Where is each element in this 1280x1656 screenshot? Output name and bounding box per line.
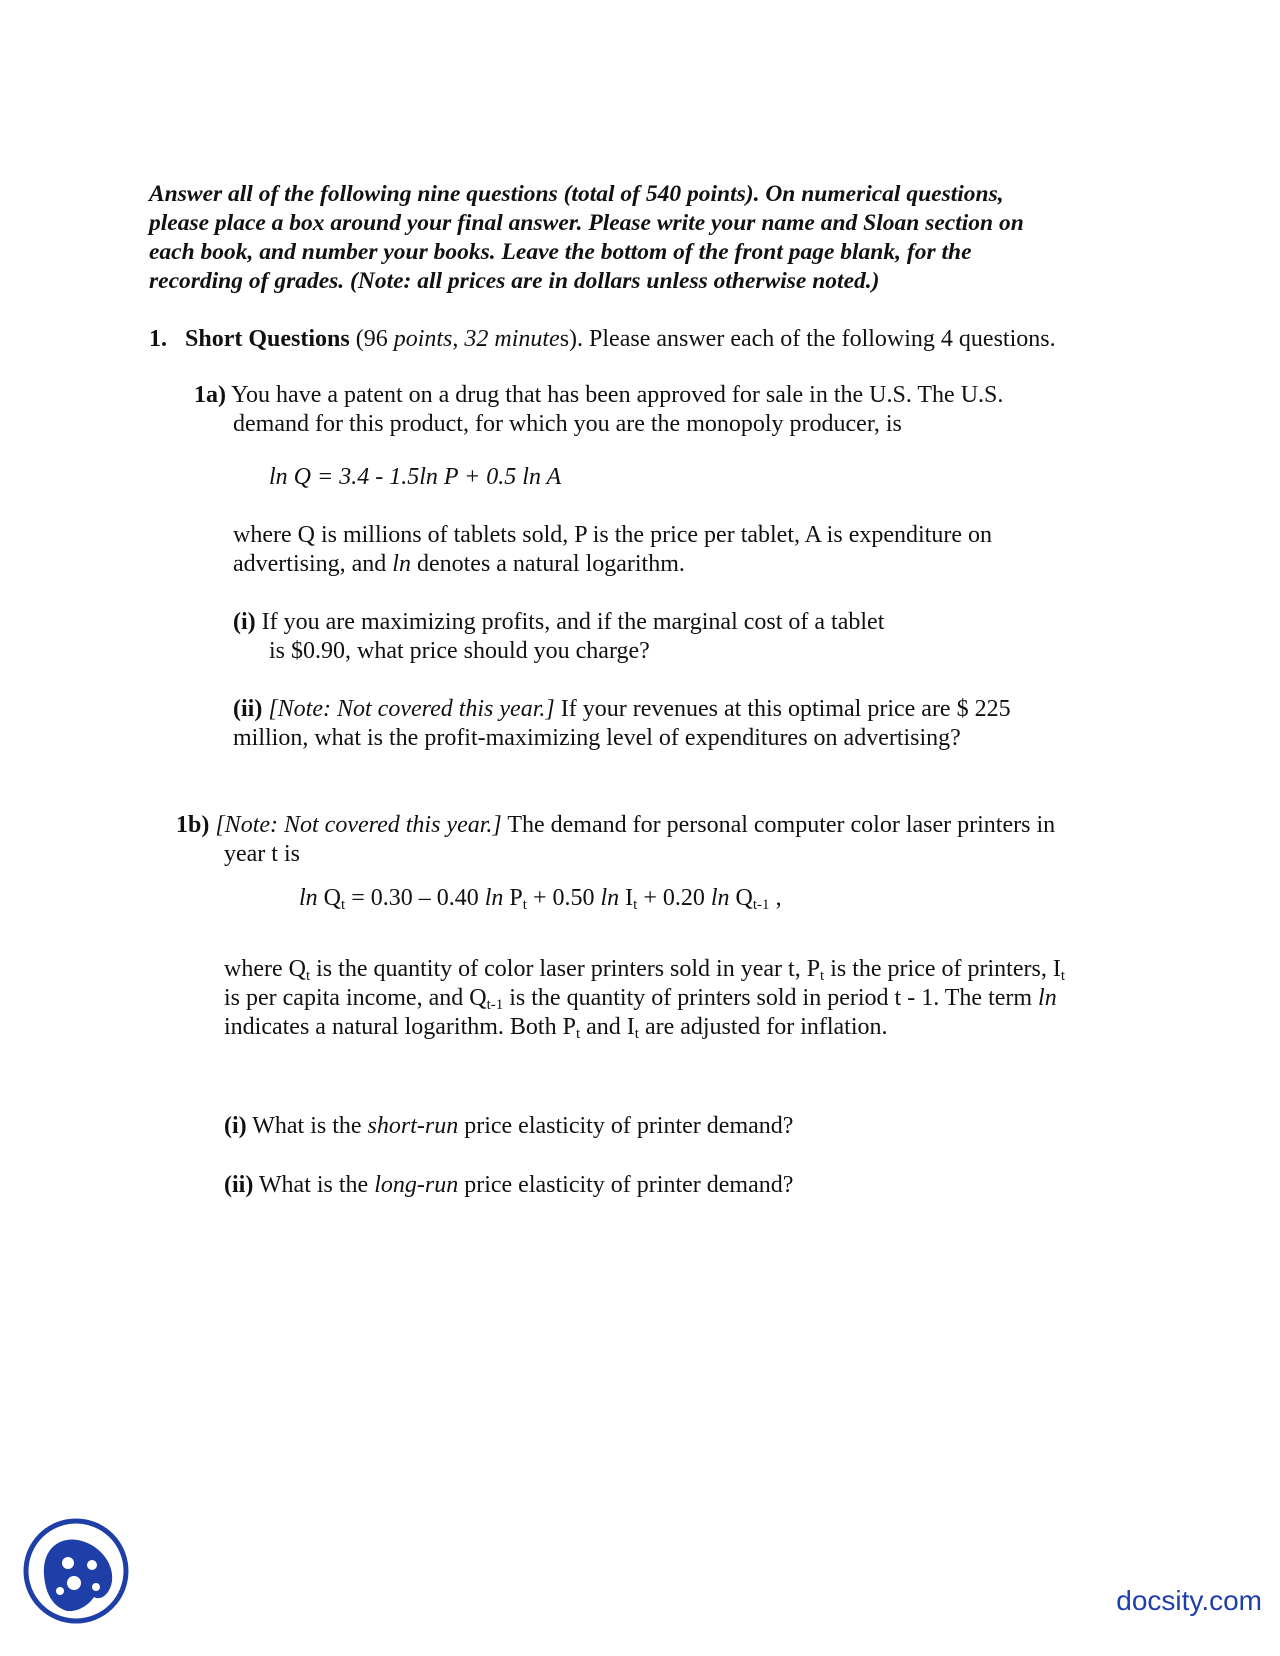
- q1b-where-text: where Q: [224, 956, 306, 982]
- ln-term: ln: [299, 885, 318, 911]
- docsity-logo-icon[interactable]: [22, 1517, 130, 1625]
- question-number: 1.: [149, 326, 167, 352]
- part-label: (ii): [224, 1172, 254, 1198]
- q1b-text: The demand for personal computer color laser printers in: [501, 812, 1056, 838]
- q1b-where-text: is the quantity of printers sold in period t - 1. The term: [503, 985, 1039, 1011]
- eq-subscript: t: [575, 1026, 581, 1042]
- q1b-where-line1: [224, 955, 1065, 984]
- q1a-where-text: denotes a natural logarithm.: [410, 551, 685, 577]
- part-label: (i): [233, 609, 256, 635]
- part-emphasis: long-run: [374, 1172, 459, 1198]
- part-text: price elasticity of printer demand?: [458, 1113, 794, 1139]
- ln-term: ln: [484, 885, 504, 911]
- part-text: If you are maximizing profits, and if the marginal cost of a tablet: [255, 609, 885, 635]
- q1a-part-i-line1: [233, 608, 884, 637]
- ln-term: ln: [1038, 985, 1057, 1011]
- eq-subscript: t-1: [486, 997, 504, 1013]
- ln-term: ln: [710, 885, 730, 911]
- q1b-where-text: and I: [580, 1014, 635, 1040]
- eq-subscript: t-1: [752, 897, 770, 913]
- eq-term: = 0.30 – 0.40: [345, 885, 485, 911]
- q1b-line2: year t is: [224, 841, 300, 867]
- part-note: [Note: Not covered this year.]: [262, 696, 555, 722]
- q1a-equation: ln Q = 3.4 - 1.5ln P + 0.5 ln A: [269, 464, 562, 490]
- part-text: price elasticity of printer demand?: [458, 1172, 794, 1198]
- instructions-line: Answer all of the following nine questions (total of 540 points). On numerical questions,: [149, 181, 1004, 207]
- q1b-part-i: [224, 1112, 793, 1141]
- q1a-part-ii-line1: [233, 695, 1011, 724]
- eq-subscript: t: [522, 897, 527, 913]
- part-text: What is the: [246, 1113, 368, 1139]
- eq-subscript: t: [634, 1026, 639, 1042]
- q1a-where-line2: [233, 550, 685, 579]
- q1a-line2: demand for this product, for which you are the monopoly producer, is: [233, 411, 902, 437]
- eq-term: ,: [769, 885, 782, 911]
- q1a-text: You have a patent on a drug that has been approved for sale in the U.S. The U.S.: [226, 382, 1004, 408]
- q1a-part-i-line2: is $0.90, what price should you charge?: [269, 638, 650, 664]
- question-points-open: (96: [349, 326, 394, 352]
- eq-term: + 0.50: [526, 885, 601, 911]
- eq-symbol: Q: [729, 885, 753, 911]
- instructions-line: recording of grades. (Note: all prices are in dollars unless otherwise noted.): [149, 268, 880, 294]
- part-label: (ii): [233, 696, 263, 722]
- question-1-heading: [149, 325, 1056, 354]
- part-label: (i): [224, 1113, 247, 1139]
- ln-term: ln: [392, 551, 411, 577]
- eq-symbol: I: [619, 885, 634, 911]
- eq-symbol: P: [503, 885, 523, 911]
- q1b-part-ii: [224, 1171, 793, 1200]
- part-emphasis: short-run: [367, 1113, 459, 1139]
- q1b-where-text: are adjusted for inflation.: [638, 1014, 888, 1040]
- eq-subscript: t: [341, 897, 346, 913]
- q1b-line1: [176, 811, 1055, 840]
- q1b-where-line3: [224, 1013, 888, 1042]
- instructions: [149, 180, 1024, 296]
- q1b-label: 1b): [176, 812, 210, 838]
- part-text: If your revenues at this optimal price are $ 225: [554, 696, 1011, 722]
- question-title: Short Questions: [185, 326, 350, 352]
- q1a-label: 1a): [194, 382, 226, 408]
- q1b-where-text: indicates a natural logarithm. Both P: [224, 1014, 576, 1040]
- question-instruction: s). Please answer each of the following 4 questions.: [559, 326, 1056, 352]
- eq-subscript: t: [305, 968, 311, 984]
- q1a-where-text: advertising, and: [233, 551, 393, 577]
- instructions-line: each book, and number your books. Leave the bottom of the front page blank, for the: [149, 239, 972, 265]
- q1b-where-text: is the price of printers, I: [824, 956, 1061, 982]
- q1b-where-text: is per capita income, and Q: [224, 985, 487, 1011]
- eq-term: + 0.20: [637, 885, 711, 911]
- part-text: What is the: [253, 1172, 375, 1198]
- brand-link[interactable]: docsity.com: [1116, 1585, 1262, 1616]
- ln-term: ln: [600, 885, 620, 911]
- instructions-line: please place a box around your final answer. Please write your name and Sloan section on: [149, 210, 1024, 236]
- q1b-where-line2: [224, 984, 1057, 1013]
- q1a-part-ii-line2: million, what is the profit-maximizing level of expenditures on advertising?: [233, 725, 961, 751]
- q1b-note: [Note: Not covered this year.]: [209, 812, 502, 838]
- q1a-where-line1: where Q is millions of tablets sold, P is the price per tablet, A is expenditure on: [233, 522, 992, 548]
- q1b-equation: [299, 884, 782, 913]
- eq-subscript: t: [820, 968, 825, 984]
- eq-subscript: t: [1060, 968, 1065, 984]
- q1a-line1: [194, 381, 1003, 410]
- eq-symbol: Q: [317, 885, 342, 911]
- eq-subscript: t: [633, 897, 638, 913]
- question-points: points, 32 minute: [393, 326, 560, 352]
- q1b-where-text: is the quantity of color laser printers sold in year t, P: [310, 956, 821, 982]
